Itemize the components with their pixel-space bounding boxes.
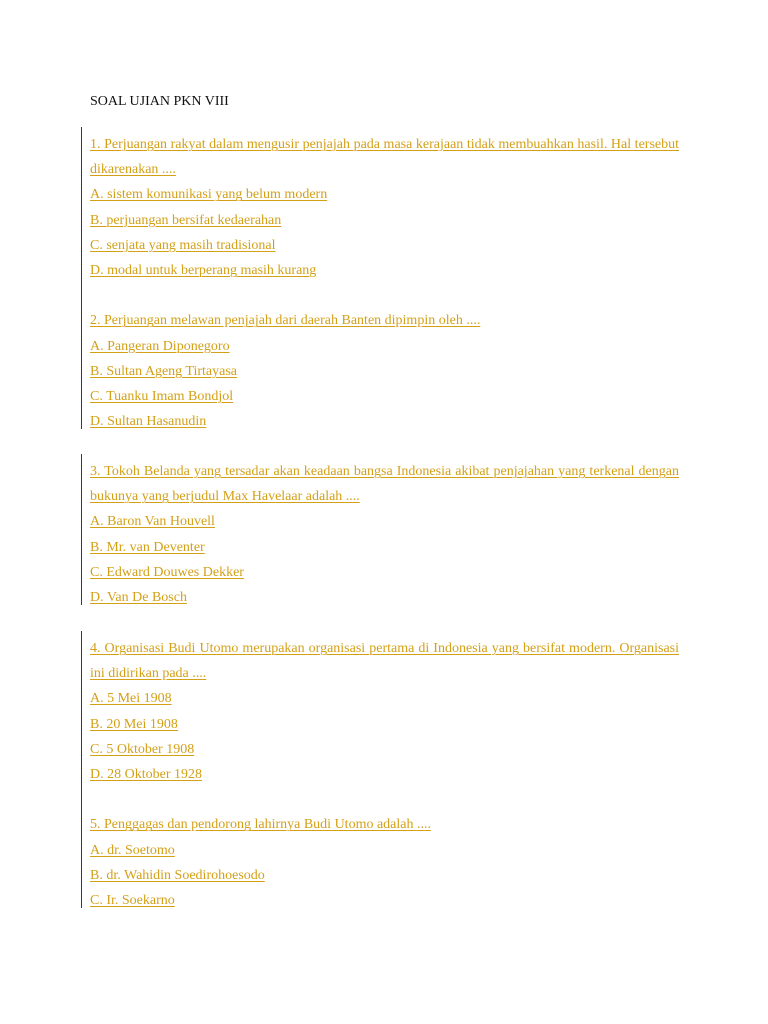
page-title: SOAL UJIAN PKN VIII	[90, 94, 229, 109]
question-1-option-b[interactable]: B. perjuangan bersifat kedaerahan	[90, 212, 282, 228]
question-block-1	[81, 127, 679, 429]
question-1-option-d[interactable]: D. modal untuk berperang masih kurang	[90, 263, 317, 279]
question-4-option-b[interactable]: B. 20 Mei 1908	[90, 716, 178, 732]
question-3-option-b[interactable]: B. Mr. van Deventer	[90, 539, 205, 555]
question-1-option-a[interactable]: A. sistem komunikasi yang belum modern	[90, 187, 328, 203]
question-5-text[interactable]: 5. Penggagas dan pendorong lahirnya Budi Utomo adalah ....	[90, 817, 431, 833]
spacer	[90, 787, 679, 812]
question-1-option-c[interactable]: C. senjata yang masih tradisional	[90, 237, 276, 253]
question-3-option-d[interactable]: D. Van De Bosch	[90, 590, 187, 606]
question-4-option-a[interactable]: A. 5 Mei 1908	[90, 691, 172, 707]
question-4-option-c[interactable]: C. 5 Oktober 1908	[90, 741, 195, 757]
question-4-option-d[interactable]: D. 28 Oktober 1928	[90, 767, 202, 783]
question-3-option-c[interactable]: C. Edward Douwes Dekker	[90, 564, 244, 580]
question-2-option-b[interactable]: B. Sultan Ageng Tirtayasa	[90, 363, 238, 379]
question-block-2	[81, 454, 679, 605]
spacer	[90, 283, 679, 308]
question-3-option-a[interactable]: A. Baron Van Houvell	[90, 514, 215, 530]
question-2-text[interactable]: 2. Perjuangan melawan penjajah dari daerah Banten dipimpin oleh ....	[90, 313, 481, 329]
question-2-option-c[interactable]: C. Tuanku Imam Bondjol	[90, 389, 234, 405]
question-5-option-a[interactable]: A. dr. Soetomo	[90, 842, 175, 858]
question-5-option-b[interactable]: B. dr. Wahidin Soedirohoesodo	[90, 867, 265, 883]
question-2-option-d[interactable]: D. Sultan Hasanudin	[90, 414, 207, 430]
question-2-option-a[interactable]: A. Pangeran Diponegoro	[90, 338, 230, 354]
question-3-text[interactable]: 3. Tokoh Belanda yang tersadar akan keadaan bangsa Indonesia akibat penjajahan yang terkenal dengan bukunya yang berjudul Max Havelaar adalah ....	[90, 464, 679, 505]
question-1-text[interactable]: 1. Perjuangan rakyat dalam mengusir penjajah pada masa kerajaan tidak membuahkan hasil. Hal tersebut dikarenakan ....	[90, 137, 679, 178]
question-4-text[interactable]: 4. Organisasi Budi Utomo merupakan organisasi pertama di Indonesia yang bersifat modern. Organisasi ini didirikan pada ....	[90, 641, 679, 682]
question-block-3	[81, 631, 679, 908]
question-5-option-c[interactable]: C. Ir. Soekarno	[90, 893, 175, 909]
